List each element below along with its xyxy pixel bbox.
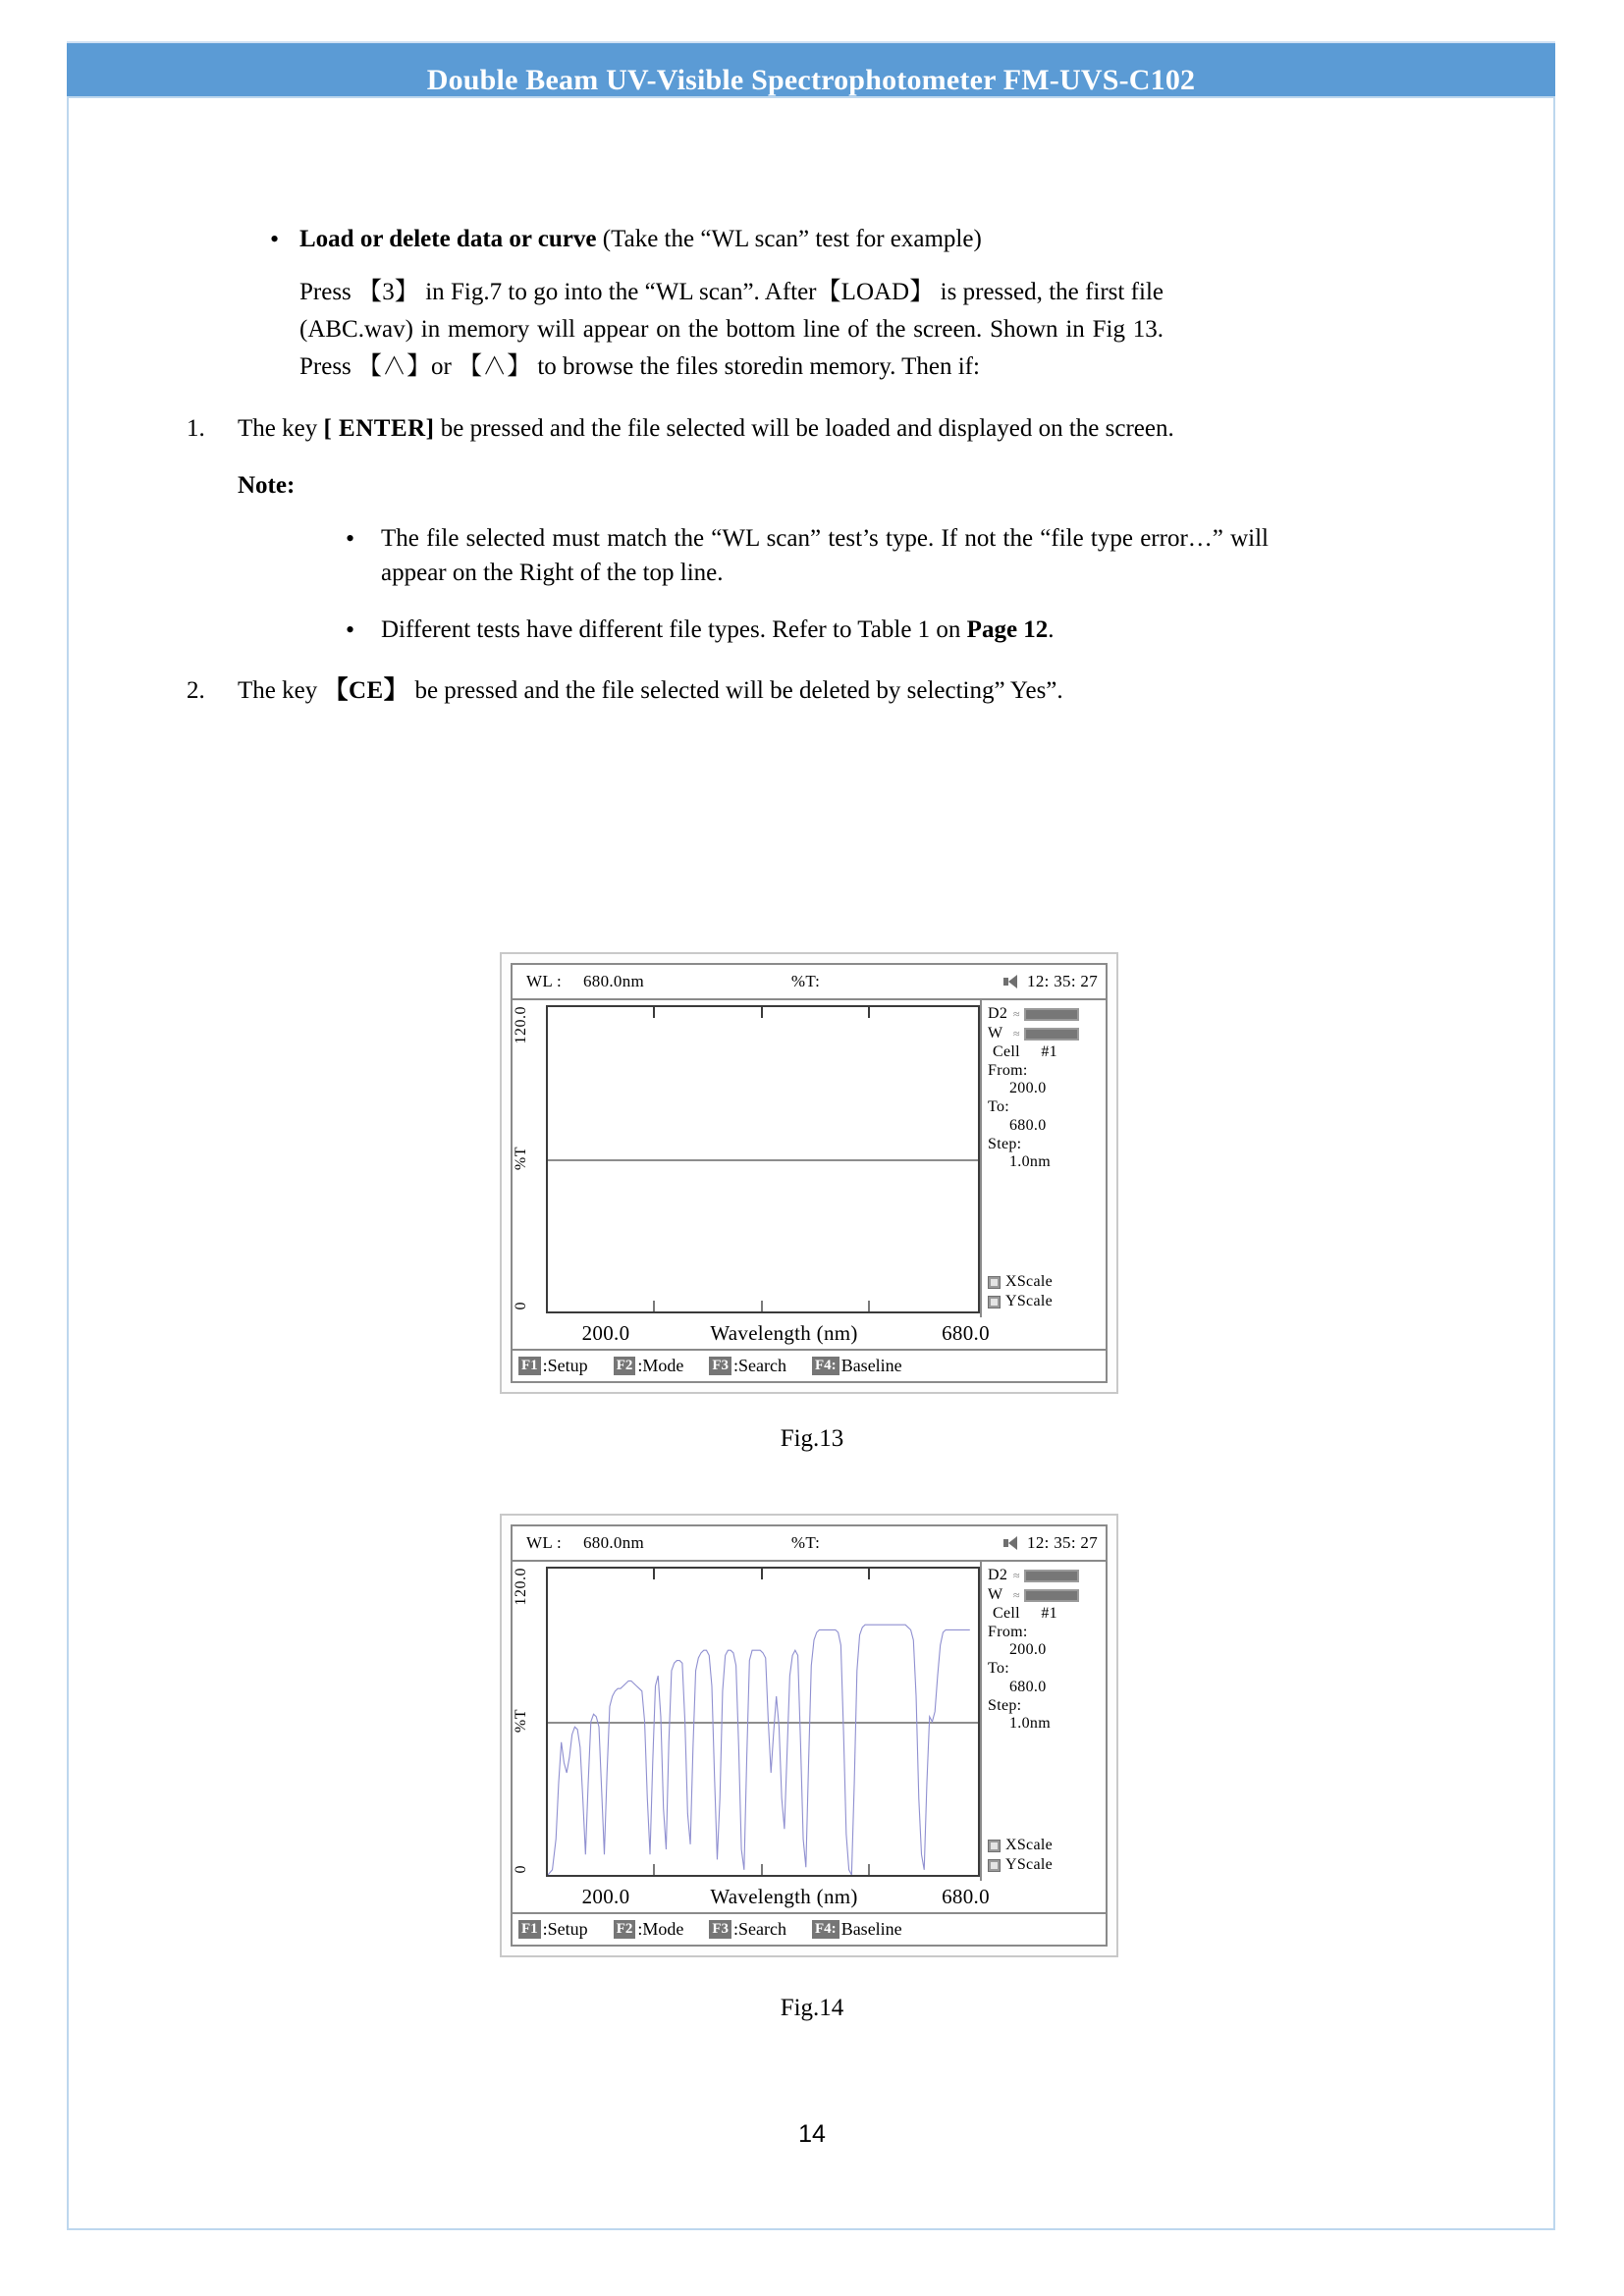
x-tick-top-3 [868,1007,870,1018]
from-label-14: From: [988,1623,1028,1640]
fkey-f1-tag-13: F1 [518,1357,541,1375]
wl-label-14: WL : [526,1533,562,1552]
lamp-d2-row-14[interactable] [988,1566,1106,1585]
from-label-13: From: [988,1061,1028,1079]
function-key-bar-13 [513,1349,1106,1381]
lamp-w-wave-icon: ≈ [1013,1026,1020,1041]
lamp-d2-wave-icon: ≈ [1013,1006,1020,1021]
lamp-d2-bar-13 [1024,1008,1079,1021]
device-info-panel-13 [980,1000,1106,1317]
plot-canvas-13[interactable] [546,1005,980,1313]
device-screen-13 [511,963,1108,1383]
fkey-f4-label-13: Baseline [840,1356,902,1375]
y-axis-labels-14 [513,1562,546,1881]
spectrum-curve [548,1569,978,1875]
fkey-f3-tag-14: F3 [709,1920,731,1939]
note-bullet-2-text [381,613,1269,648]
device-screen-bezel-14 [500,1514,1118,1957]
figure-14-caption: Fig.14 [780,1995,844,2021]
y-axis-min-14: 0 [513,1864,529,1873]
x-tick-bottom-1 [653,1301,655,1311]
page-title: Double Beam UV-Visible Spectrophotometer FM-UVS-C102 [426,64,1196,96]
bullet-rest-text: (Take the “WL scan” test for example) [596,226,982,252]
fkey-f4-label-14: Baseline [840,1919,902,1939]
item1-key-enter: [ ENTER] [323,414,435,442]
device-screen-14 [511,1524,1108,1947]
lamp-d2-label-13: D2 [988,1004,1008,1022]
wl-value-13: 680.0nm [582,972,645,990]
list-item-1-marker: 1. [187,414,205,442]
figure-13 [500,952,1118,1394]
clock-text-13: 12: 35: 27 [1027,972,1098,990]
lamp-d2-wave-icon: ≈ [1013,1568,1020,1582]
note2-page-ref: Page 12 [966,615,1049,643]
paragraph-press-3: Press 【3】 in Fig.7 to go into the “WL scan”. After【LOAD】 is pressed, the first file (ABC.wav) in memory will appear on the bottom line of the screen. Shown in Fig 13. Press 【∧】or 【∧】 to browse the files storedin memory. Then if: [299,278,1164,380]
lamp-w-row-14[interactable] [988,1585,1106,1605]
list-item-1 [187,411,1463,447]
to-value-14: 680.0 [1009,1678,1047,1695]
list-item-2-text [238,673,1278,709]
bullet-marker-icon: • [270,225,280,253]
step-value-14: 1.0nm [1009,1715,1051,1733]
clock-text-14: 12: 35: 27 [1027,1533,1098,1552]
item1-text-b: be pressed and the file selected will be loaded and displayed on the screen. [434,414,1174,442]
x-axis-min-13: 200.0 [581,1320,630,1345]
fkey-f3-label-13: :Search [733,1356,787,1375]
x-tick-top-2 [761,1007,763,1018]
item2-text-a: The key [238,677,324,705]
plot-midline-13 [548,1159,978,1161]
mode-label-14: %T: [790,1533,821,1552]
mode-label-13: %T: [790,972,821,990]
lamp-w-wave-icon: ≈ [1013,1587,1020,1602]
x-axis-caption-13 [513,1317,1106,1349]
note2-text-a: Different tests have different file types. Refer to Table 1 on [381,615,967,643]
cell-row-13 [988,1043,1106,1062]
xscale-label-13: XScale [1005,1272,1054,1290]
scale-controls-13 [988,1272,1053,1311]
fkey-f3-13[interactable] [709,1356,786,1376]
fkey-f3-14[interactable] [709,1919,786,1940]
note-bullet-2-marker-icon: • [346,614,355,644]
cell-value-14: #1 [1041,1605,1057,1622]
yscale-row-13[interactable] [988,1292,1053,1311]
fkey-f2-13[interactable] [614,1356,684,1376]
note-bullet-2 [346,613,1269,648]
yscale-glyph-icon [988,1859,1001,1872]
x-axis-caption-14 [513,1881,1106,1912]
yscale-row-14[interactable] [988,1855,1053,1875]
wl-value-14: 680.0nm [582,1533,645,1552]
xscale-glyph-icon [988,1276,1001,1289]
x-axis-title-14: Wavelength (nm) [710,1884,858,1908]
xscale-row-13[interactable] [988,1272,1053,1292]
note2-text-b: . [1048,615,1055,643]
x-tick-bottom-3 [868,1301,870,1311]
step-label-14: Step: [988,1696,1022,1714]
xscale-row-14[interactable] [988,1836,1053,1855]
note-bullet-1-marker-icon: • [346,523,355,553]
bullet-load-or-delete [270,224,1463,256]
fkey-f1-label-13: :Setup [542,1356,588,1375]
fkey-f2-label-13: :Mode [637,1356,684,1375]
fkey-f2-tag-13: F2 [614,1357,636,1375]
bullet-load-or-delete-text [299,224,1463,256]
to-label-13: To: [988,1098,1010,1116]
yscale-glyph-icon [988,1296,1001,1308]
scale-controls-14 [988,1836,1053,1875]
to-value-13: 680.0 [1009,1116,1047,1134]
list-item-2 [187,673,1463,709]
device-plot-region-13 [513,1000,1106,1317]
fkey-f4-14[interactable] [812,1919,902,1940]
cell-label-14: Cell [993,1605,1020,1622]
xscale-glyph-icon [988,1840,1001,1852]
y-axis-max-14: 120.0 [513,1568,529,1606]
lamp-d2-bar-14 [1024,1570,1079,1582]
item2-text-b: be pressed and the file selected will be deleted by selecting” Yes”. [408,677,1063,705]
clock-group-13 [1003,972,1098,991]
step-label-13: Step: [988,1135,1022,1152]
fkey-f2-tag-14: F2 [614,1920,636,1939]
device-topbar-13 [513,965,1106,1000]
fkey-f1-label-14: :Setup [542,1919,588,1939]
cell-label-13: Cell [993,1043,1020,1060]
list-item-2-marker: 2. [187,677,205,705]
cell-value-13: #1 [1041,1043,1057,1060]
fkey-f3-tag-13: F3 [709,1357,731,1375]
y-axis-max-13: 120.0 [513,1006,529,1044]
fkey-f2-label-14: :Mode [637,1919,684,1939]
xscale-label-14: XScale [1005,1836,1054,1853]
fkey-f1-14[interactable] [518,1919,588,1940]
to-label-14: To: [988,1660,1010,1678]
fkey-f4-tag-13: F4: [812,1357,839,1375]
figure-14 [500,1514,1118,1957]
item1-text-a: The key [238,414,324,442]
yscale-label-14: YScale [1005,1855,1054,1873]
wl-label-13: WL : [526,972,562,990]
from-value-13: 200.0 [1009,1080,1047,1097]
yscale-label-13: YScale [1005,1292,1054,1309]
device-plot-region-14 [513,1562,1106,1881]
list-item-1-text [238,411,1278,447]
x-tick-bottom-2 [761,1301,763,1311]
lamp-w-label-13: W [988,1024,1003,1041]
item2-key-ce: 【CE】 [323,677,409,705]
y-axis-min-13: 0 [513,1301,529,1309]
fkey-f2-14[interactable] [614,1919,684,1940]
y-axis-labels-13 [513,1000,546,1317]
x-axis-max-13: 680.0 [942,1320,990,1345]
x-axis-max-14: 680.0 [942,1884,990,1908]
lamp-w-row-13[interactable] [988,1024,1106,1043]
note-label: Note: [238,471,296,499]
clock-group-14 [1003,1533,1098,1553]
page-number: 14 [798,2120,826,2148]
lamp-w-bar-13 [1024,1028,1079,1041]
fkey-f4-13[interactable] [812,1356,902,1376]
note-bullet-1-text: The file selected must match the “WL scan” test’s type. If not the “file type error…” will appear on the Right of the top line. [381,524,1269,587]
lamp-d2-label-14: D2 [988,1566,1008,1583]
cell-row-14 [988,1605,1106,1624]
speaker-icon [1003,975,1019,988]
fkey-f4-tag-14: F4: [812,1920,839,1939]
y-axis-title-13: %T [513,1146,529,1170]
device-screen-bezel-13 [500,952,1118,1394]
fkey-f1-tag-14: F1 [518,1920,541,1939]
x-axis-title-13: Wavelength (nm) [710,1320,858,1345]
y-axis-title-14: %T [513,1708,529,1733]
bullet-bold-lead: Load or delete data or curve [299,226,597,252]
function-key-bar-14 [513,1912,1106,1945]
fkey-f1-13[interactable] [518,1356,588,1376]
note-bullet-1 [346,521,1269,591]
speaker-icon [1003,1536,1019,1550]
from-value-14: 200.0 [1009,1641,1047,1659]
document-content [187,224,1463,709]
lamp-w-bar-14 [1024,1589,1079,1602]
device-topbar-14 [513,1526,1106,1562]
device-info-panel-14 [980,1562,1106,1881]
fkey-f3-label-14: :Search [733,1919,787,1939]
step-value-13: 1.0nm [1009,1153,1051,1171]
plot-canvas-14[interactable] [546,1567,980,1877]
x-tick-top-1 [653,1007,655,1018]
figure-13-caption: Fig.13 [780,1425,844,1452]
lamp-d2-row-13[interactable] [988,1004,1106,1024]
x-axis-min-14: 200.0 [581,1884,630,1908]
lamp-w-label-14: W [988,1585,1003,1603]
